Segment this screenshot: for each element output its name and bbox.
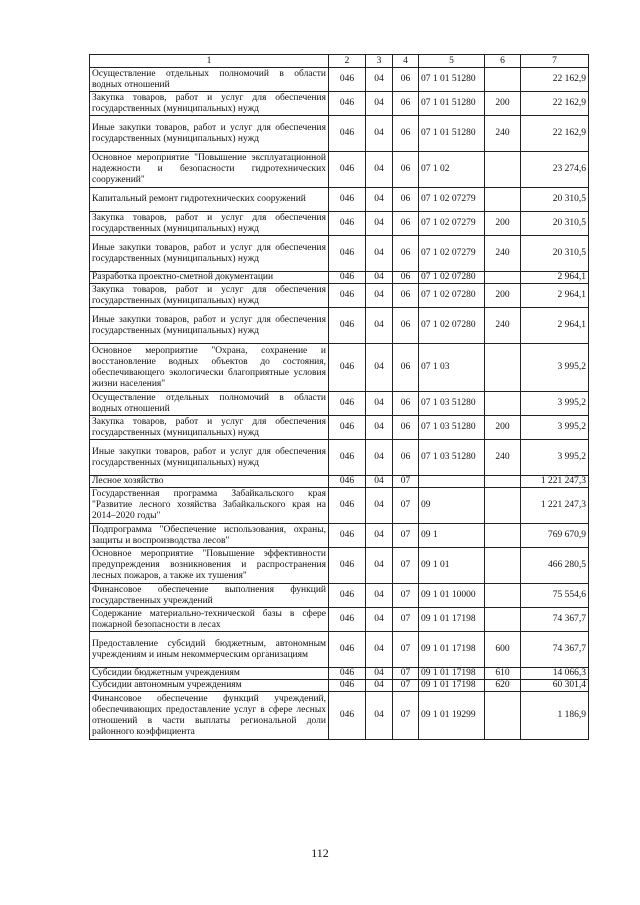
row-code-5 <box>419 476 485 488</box>
row-code-4: 06 <box>393 236 419 272</box>
row-amount: 22 162,9 <box>521 116 589 152</box>
table-row <box>90 440 589 476</box>
row-code-3: 04 <box>366 188 393 212</box>
table-row <box>90 584 589 608</box>
row-code-2: 046 <box>329 632 366 668</box>
row-code-2: 046 <box>329 212 366 236</box>
row-amount: 74 367,7 <box>521 632 589 668</box>
table-row <box>90 236 589 272</box>
row-name: Государственная программа Забайкальского края "Развитие лесного хозяйства Забайкальского края на 2014–2020 годы" <box>90 488 329 524</box>
row-code-3: 04 <box>366 680 393 692</box>
table-header-row <box>90 55 589 68</box>
row-amount: 2 964,1 <box>521 284 589 308</box>
row-name: Закупка товаров, работ и услуг для обеспечения государственных (муниципальных) нужд <box>90 416 329 440</box>
row-code-3: 04 <box>366 488 393 524</box>
row-code-5: 07 1 03 51280 <box>419 416 485 440</box>
row-amount: 20 310,5 <box>521 212 589 236</box>
row-code-5: 09 1 01 17198 <box>419 608 485 632</box>
table-row <box>90 632 589 668</box>
row-name: Субсидии бюджетным учреждениям <box>90 668 329 680</box>
row-code-3: 04 <box>366 692 393 740</box>
row-code-5: 09 1 01 <box>419 548 485 584</box>
row-name: Финансовое обеспечение выполнения функций государственных учреждений <box>90 584 329 608</box>
row-code-3: 04 <box>366 548 393 584</box>
row-code-3: 04 <box>366 668 393 680</box>
row-code-3: 04 <box>366 152 393 188</box>
row-code-4: 07 <box>393 692 419 740</box>
column-header-6: 6 <box>485 55 521 68</box>
row-amount: 3 995,2 <box>521 344 589 392</box>
row-code-6 <box>485 548 521 584</box>
column-header-7: 7 <box>521 55 589 68</box>
row-code-4: 06 <box>393 392 419 416</box>
row-code-5: 07 1 02 07279 <box>419 236 485 272</box>
table-row <box>90 308 589 344</box>
row-code-3: 04 <box>366 524 393 548</box>
row-code-2: 046 <box>329 440 366 476</box>
row-amount: 3 995,2 <box>521 392 589 416</box>
row-amount: 60 301,4 <box>521 680 589 692</box>
page-number: 112 <box>311 846 329 860</box>
row-name: Разработка проектно-сметной документации <box>90 272 329 284</box>
row-code-2: 046 <box>329 608 366 632</box>
row-code-4: 07 <box>393 548 419 584</box>
column-header-2: 2 <box>329 55 366 68</box>
row-amount: 20 310,5 <box>521 236 589 272</box>
row-code-2: 046 <box>329 476 366 488</box>
row-code-4: 06 <box>393 440 419 476</box>
row-code-5: 09 1 01 10000 <box>419 584 485 608</box>
row-code-4: 06 <box>393 344 419 392</box>
row-code-5: 07 1 01 51280 <box>419 116 485 152</box>
row-name: Предоставление субсидий бюджетным, автономным учреждениям и иным некоммерческим организациям <box>90 632 329 668</box>
row-amount: 75 554,6 <box>521 584 589 608</box>
row-code-3: 04 <box>366 416 393 440</box>
row-name: Закупка товаров, работ и услуг для обеспечения государственных (муниципальных) нужд <box>90 284 329 308</box>
row-code-2: 046 <box>329 668 366 680</box>
row-code-2: 046 <box>329 152 366 188</box>
row-code-6: 610 <box>485 668 521 680</box>
row-amount: 466 280,5 <box>521 548 589 584</box>
row-amount: 3 995,2 <box>521 416 589 440</box>
table-row <box>90 116 589 152</box>
row-name: Осуществление отдельных полномочий в области водных отношений <box>90 392 329 416</box>
row-code-2: 046 <box>329 188 366 212</box>
row-code-6: 200 <box>485 416 521 440</box>
row-code-2: 046 <box>329 92 366 116</box>
row-code-3: 04 <box>366 212 393 236</box>
row-code-5: 07 1 02 07280 <box>419 308 485 344</box>
table-row <box>90 668 589 680</box>
row-code-2: 046 <box>329 272 366 284</box>
row-code-5: 09 1 01 17198 <box>419 632 485 668</box>
row-code-5: 07 1 02 07280 <box>419 284 485 308</box>
row-code-4: 07 <box>393 524 419 548</box>
row-code-4: 06 <box>393 308 419 344</box>
row-code-2: 046 <box>329 68 366 92</box>
table-row <box>90 524 589 548</box>
row-amount: 2 964,1 <box>521 308 589 344</box>
table-row <box>90 476 589 488</box>
row-code-3: 04 <box>366 68 393 92</box>
row-code-4: 06 <box>393 68 419 92</box>
row-code-6: 620 <box>485 680 521 692</box>
row-code-3: 04 <box>366 392 393 416</box>
row-code-4: 07 <box>393 476 419 488</box>
row-code-5: 07 1 02 <box>419 152 485 188</box>
table-row <box>90 680 589 692</box>
row-code-3: 04 <box>366 284 393 308</box>
row-name: Лесное хозяйство <box>90 476 329 488</box>
row-code-6 <box>485 272 521 284</box>
row-code-4: 06 <box>393 188 419 212</box>
row-amount: 14 066,3 <box>521 668 589 680</box>
row-name: Закупка товаров, работ и услуг для обеспечения государственных (муниципальных) нужд <box>90 212 329 236</box>
row-name: Основное мероприятие "Повышение эффективности предупреждения возникновения и распространения лесных пожаров, а также их тушения" <box>90 548 329 584</box>
row-code-5: 09 1 01 17198 <box>419 680 485 692</box>
table-row <box>90 548 589 584</box>
row-code-2: 046 <box>329 680 366 692</box>
row-code-4: 07 <box>393 488 419 524</box>
table-body <box>90 68 589 740</box>
table-row <box>90 416 589 440</box>
row-amount: 22 162,9 <box>521 92 589 116</box>
row-name: Субсидии автономным учреждениям <box>90 680 329 692</box>
table-row <box>90 272 589 284</box>
row-code-5: 07 1 02 07279 <box>419 188 485 212</box>
row-name: Содержание материально-технической базы в сфере пожарной безопасности в лесах <box>90 608 329 632</box>
row-code-2: 046 <box>329 548 366 584</box>
row-code-6 <box>485 488 521 524</box>
row-amount: 23 274,6 <box>521 152 589 188</box>
table-row <box>90 68 589 92</box>
row-code-6 <box>485 344 521 392</box>
row-code-6 <box>485 476 521 488</box>
row-code-2: 046 <box>329 584 366 608</box>
row-code-2: 046 <box>329 344 366 392</box>
row-amount: 22 162,9 <box>521 68 589 92</box>
row-code-4: 06 <box>393 116 419 152</box>
row-amount: 1 186,9 <box>521 692 589 740</box>
row-name: Иные закупки товаров, работ и услуг для обеспечения государственных (муниципальных) нужд <box>90 440 329 476</box>
row-code-2: 046 <box>329 416 366 440</box>
row-code-3: 04 <box>366 608 393 632</box>
row-code-4: 06 <box>393 284 419 308</box>
row-amount: 769 670,9 <box>521 524 589 548</box>
row-code-6 <box>485 392 521 416</box>
row-name: Капитальный ремонт гидротехнических сооружений <box>90 188 329 212</box>
row-code-3: 04 <box>366 476 393 488</box>
row-name: Иные закупки товаров, работ и услуг для обеспечения государственных (муниципальных) нужд <box>90 116 329 152</box>
row-code-5: 07 1 02 07280 <box>419 272 485 284</box>
row-code-4: 07 <box>393 680 419 692</box>
row-amount: 1 221 247,3 <box>521 476 589 488</box>
row-code-6 <box>485 152 521 188</box>
row-code-6 <box>485 524 521 548</box>
row-code-5: 09 1 <box>419 524 485 548</box>
row-code-3: 04 <box>366 344 393 392</box>
row-code-6: 240 <box>485 440 521 476</box>
row-code-6 <box>485 692 521 740</box>
row-code-5: 07 1 03 <box>419 344 485 392</box>
row-code-6: 200 <box>485 212 521 236</box>
table-row <box>90 692 589 740</box>
row-code-5: 09 1 01 17198 <box>419 668 485 680</box>
row-code-5: 07 1 03 51280 <box>419 392 485 416</box>
column-header-3: 3 <box>366 55 393 68</box>
row-code-4: 07 <box>393 608 419 632</box>
row-code-6: 240 <box>485 116 521 152</box>
row-code-6: 240 <box>485 308 521 344</box>
row-code-4: 07 <box>393 668 419 680</box>
row-code-4: 06 <box>393 152 419 188</box>
row-code-2: 046 <box>329 692 366 740</box>
row-code-4: 07 <box>393 584 419 608</box>
column-header-5: 5 <box>419 55 485 68</box>
row-amount: 1 221 247,3 <box>521 488 589 524</box>
row-code-6 <box>485 188 521 212</box>
row-amount: 74 367,7 <box>521 608 589 632</box>
row-code-2: 046 <box>329 392 366 416</box>
row-name: Основное мероприятие "Охрана, сохранение и восстановление водных объектов до состояния, обеспечивающего экологически благоприятные условия жизни населения" <box>90 344 329 392</box>
row-code-2: 046 <box>329 488 366 524</box>
row-code-6 <box>485 608 521 632</box>
table-row <box>90 188 589 212</box>
row-code-4: 06 <box>393 416 419 440</box>
budget-table <box>89 54 589 740</box>
row-code-3: 04 <box>366 236 393 272</box>
row-code-3: 04 <box>366 584 393 608</box>
row-amount: 3 995,2 <box>521 440 589 476</box>
column-header-4: 4 <box>393 55 419 68</box>
row-name: Осуществление отдельных полномочий в области водных отношений <box>90 68 329 92</box>
row-code-5: 07 1 01 51280 <box>419 68 485 92</box>
row-code-6: 600 <box>485 632 521 668</box>
row-amount: 20 310,5 <box>521 188 589 212</box>
row-code-2: 046 <box>329 284 366 308</box>
row-code-3: 04 <box>366 632 393 668</box>
row-code-3: 04 <box>366 116 393 152</box>
row-code-6 <box>485 584 521 608</box>
row-code-6: 200 <box>485 284 521 308</box>
row-name: Основное мероприятие "Повышение эксплуатационной надежности и безопасности гидротехнических сооружений" <box>90 152 329 188</box>
row-name: Закупка товаров, работ и услуг для обеспечения государственных (муниципальных) нужд <box>90 92 329 116</box>
row-code-2: 046 <box>329 524 366 548</box>
row-code-6: 240 <box>485 236 521 272</box>
row-amount: 2 964,1 <box>521 272 589 284</box>
row-code-3: 04 <box>366 440 393 476</box>
row-code-4: 07 <box>393 632 419 668</box>
row-code-5: 07 1 01 51280 <box>419 92 485 116</box>
row-code-2: 046 <box>329 308 366 344</box>
row-name: Финансовое обеспечение функций учреждений, обеспечивающих предоставление услуг в сфере лесных отношений в части выплаты региональной доли районного коэффициента <box>90 692 329 740</box>
table-row <box>90 608 589 632</box>
row-name: Подпрограмма "Обеспечение использования, охраны, защиты и воспроизводства лесов" <box>90 524 329 548</box>
row-code-3: 04 <box>366 308 393 344</box>
table-row <box>90 344 589 392</box>
column-header-1: 1 <box>90 55 329 68</box>
row-code-5: 09 1 01 19299 <box>419 692 485 740</box>
row-code-6 <box>485 68 521 92</box>
row-code-4: 06 <box>393 212 419 236</box>
table-row <box>90 392 589 416</box>
row-code-4: 06 <box>393 92 419 116</box>
row-code-5: 07 1 02 07279 <box>419 212 485 236</box>
row-code-3: 04 <box>366 92 393 116</box>
table-row <box>90 488 589 524</box>
row-code-5: 09 <box>419 488 485 524</box>
row-name: Иные закупки товаров, работ и услуг для обеспечения государственных (муниципальных) нужд <box>90 308 329 344</box>
row-code-4: 06 <box>393 272 419 284</box>
row-code-5: 07 1 03 51280 <box>419 440 485 476</box>
row-code-2: 046 <box>329 116 366 152</box>
table-row <box>90 92 589 116</box>
row-code-6: 200 <box>485 92 521 116</box>
row-code-3: 04 <box>366 272 393 284</box>
row-code-2: 046 <box>329 236 366 272</box>
row-name: Иные закупки товаров, работ и услуг для обеспечения государственных (муниципальных) нужд <box>90 236 329 272</box>
table-row <box>90 284 589 308</box>
table-row <box>90 152 589 188</box>
table-row <box>90 212 589 236</box>
